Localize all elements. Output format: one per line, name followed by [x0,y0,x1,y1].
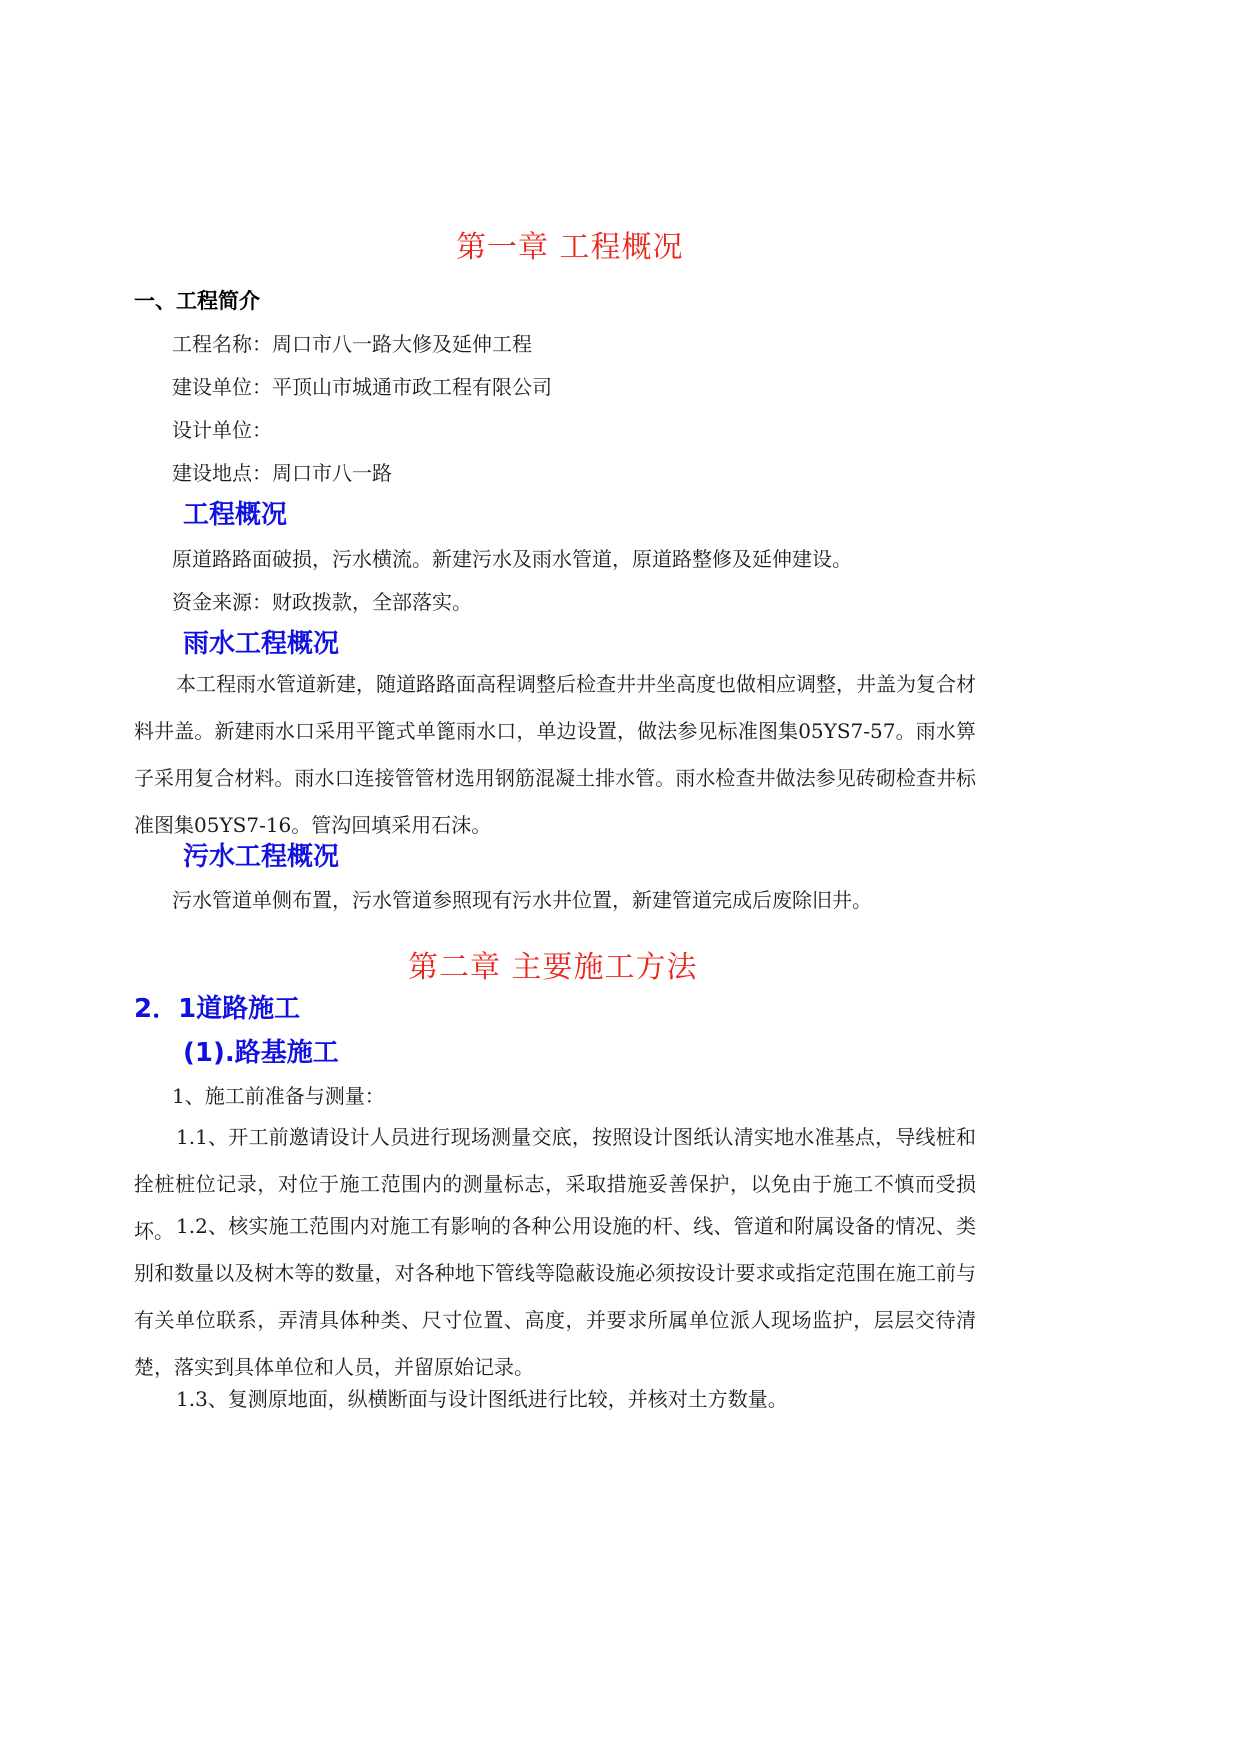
rain-overview-heading: 雨水工程概况 [183,629,340,659]
paragraph-1-2: 1.2、核实施工范围内对施工有影响的各种公用设施的杆、线、管道和附属设备的情况、类别和数量以及树木等的数量，对各种地下管线等隐蔽设施必须按设计要求或指定范围在施工前与有关单位联系，弄清具体种类、尺寸位置、高度，并要求所属单位派人现场监护，层层交待清楚，落实到具体单位和人员，并留原始记录。 [134,1214,976,1379]
item-1-heading: 1、施工前准备与测量： [172,1084,385,1108]
subgrade-construction-heading: (1).路基施工 [183,1038,339,1068]
overview-line-1: 原道路路面破损，污水横流。新建污水及雨水管道，原道路整修及延伸建设。 [172,547,852,571]
project-name-line: 工程名称：周口市八一路大修及延伸工程 [172,332,532,356]
rain-overview-paragraph: 本工程雨水管道新建，随道路路面高程调整后检查井井坐高度也做相应调整，井盖为复合材料井盖。新建雨水口采用平篦式单篦雨水口，单边设置，做法参见标准图集05YS7-57。雨水箅子采用复合材料。雨水口连接管管材选用钢筋混凝土排水管。雨水检查井做法参见砖砌检查井标准图集05YS7-16。管沟回填采用石沫。 [134,672,976,837]
paragraph-1-1: 1.1、开工前邀请设计人员进行现场测量交底，按照设计图纸认清实地水准基点，导线桩和拴桩桩位记录，对位于施工范围内的测量标志，采取措施妥善保护，以免由于施工不慎而受损坏。 [134,1125,976,1243]
chapter-1-title: 第一章 工程概况 [456,230,684,265]
sewage-overview-line: 污水管道单侧布置，污水管道参照现有污水井位置，新建管道完成后废除旧井。 [172,888,872,912]
chapter-2-title: 第二章 主要施工方法 [408,950,698,985]
funding-line: 资金来源：财政拨款，全部落实。 [172,590,472,614]
location-line: 建设地点：周口市八一路 [172,461,392,485]
section-road-construction-heading: 2．1道路施工 [134,994,301,1024]
designer-line: 设计单位： [172,418,272,442]
builder-line: 建设单位：平顶山市城通市政工程有限公司 [172,375,552,399]
overview-heading: 工程概况 [183,500,288,530]
paragraph-1-3: 1.3、复测原地面，纵横断面与设计图纸进行比较，并核对土方数量。 [176,1387,788,1411]
section-project-intro-heading: 一、工程简介 [134,289,260,313]
sewage-overview-heading: 污水工程概况 [183,842,340,872]
